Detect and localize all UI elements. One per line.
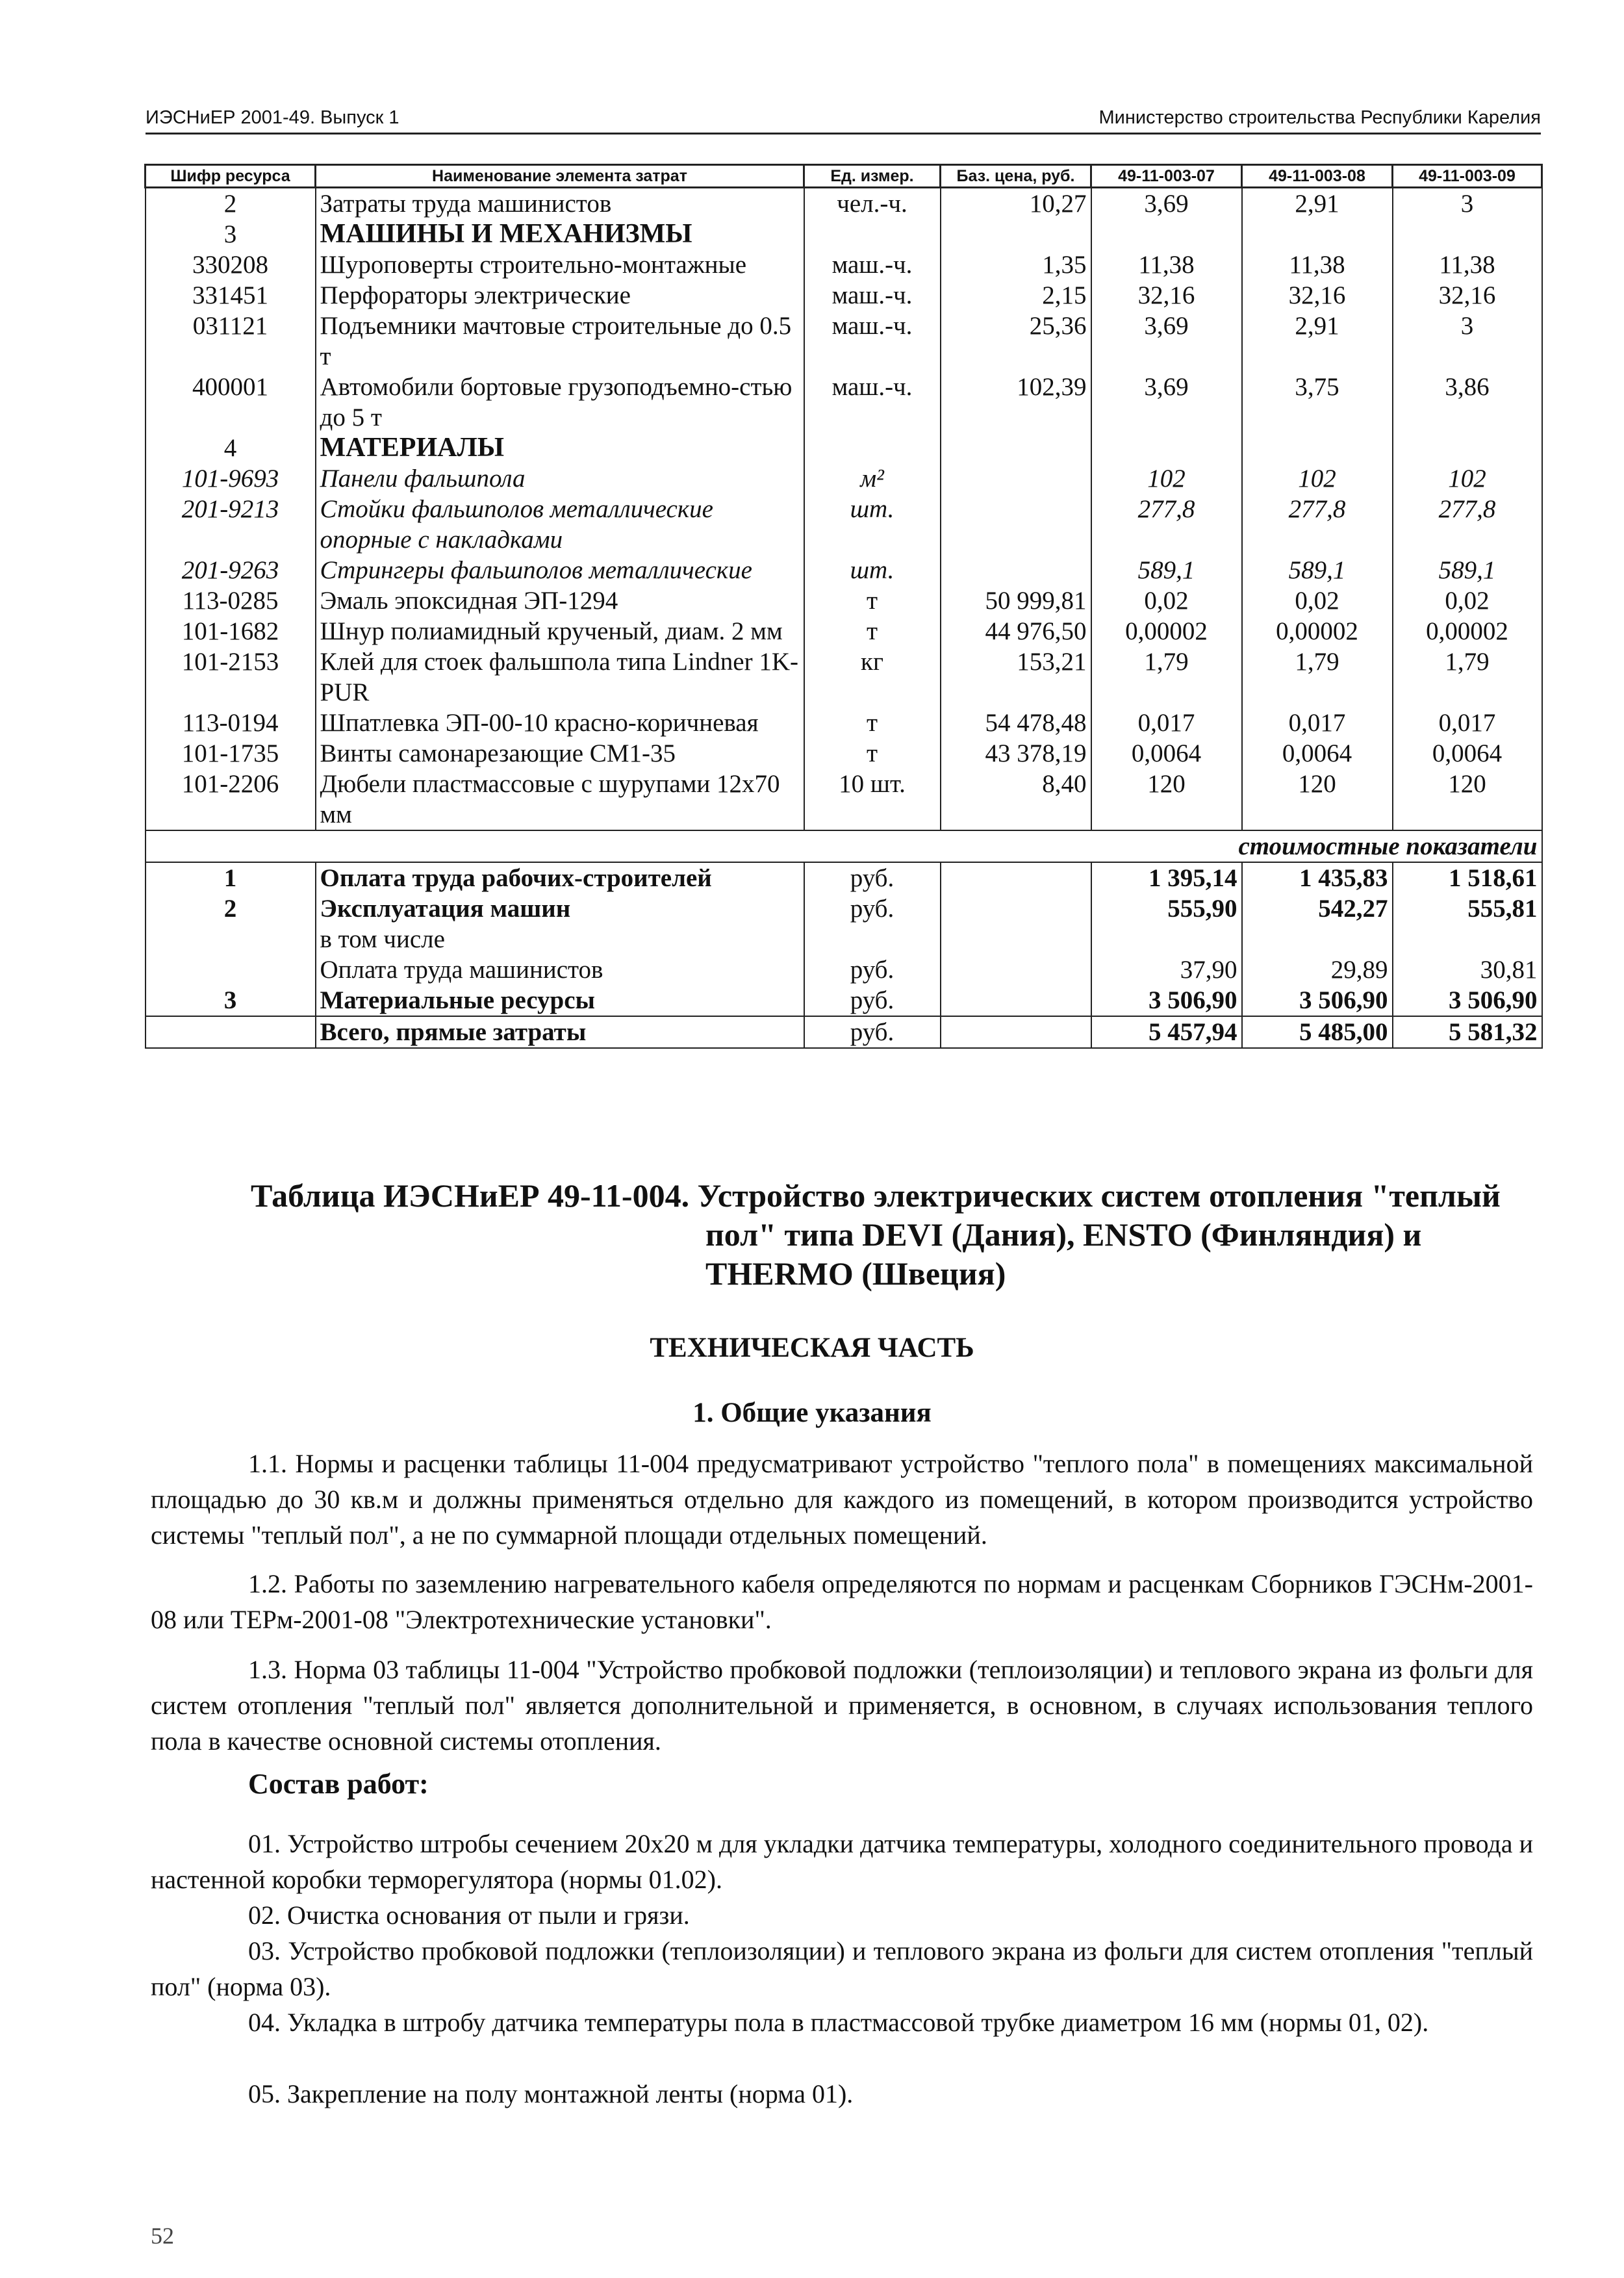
cell-value: 120 [1393, 769, 1542, 830]
cell-value: 542,27 [1242, 893, 1393, 924]
paragraph [151, 1446, 1533, 1553]
cell-code: 101-2206 [146, 769, 316, 830]
cell-code: 031121 [146, 311, 316, 372]
cell-unit: руб. [804, 1016, 941, 1048]
cell-value [1091, 924, 1242, 954]
cost-row [146, 893, 1542, 924]
cell-unit: маш.-ч. [804, 372, 941, 433]
col-header: Шифр ресурса [146, 165, 316, 188]
cell-value: 1,79 [1242, 646, 1393, 708]
cell-value: 1 518,61 [1393, 862, 1542, 893]
cell-value: 0,02 [1393, 585, 1542, 616]
table-header-row [146, 165, 1542, 188]
col-header: 49-11-003-07 [1091, 165, 1242, 188]
table-row [146, 769, 1542, 830]
table-row [146, 494, 1542, 555]
col-header: 49-11-003-09 [1393, 165, 1542, 188]
cell-name: Материальные ресурсы [316, 985, 804, 1016]
cell-name: Дюбели пластмассовые с шурупами 12х70 мм [316, 769, 804, 830]
cell-value: 3,75 [1242, 372, 1393, 433]
cell-value: 277,8 [1242, 494, 1393, 555]
work-item-text: 03. Устройство пробковой подложки (теплоизоляции) и теплового экрана из фольги для систем отопления "теплый пол" (норма 03). [151, 1936, 1533, 2001]
cell-price: 44 976,50 [941, 616, 1091, 646]
cell-name: Оплата труда машинистов [316, 954, 804, 985]
cell-price: 153,21 [941, 646, 1091, 708]
cell-unit: т [804, 585, 941, 616]
table-row [146, 708, 1542, 738]
cell-unit: м² [804, 463, 941, 494]
cell-value: 32,16 [1242, 280, 1393, 311]
cell-value: 0,02 [1242, 585, 1393, 616]
col-header: 49-11-003-08 [1242, 165, 1393, 188]
section-title: МАТЕРИАЛЫ [316, 433, 804, 463]
page-header [146, 103, 1541, 134]
work-item-text: 01. Устройство штробы сечением 20х20 м для укладки датчика температуры, холодного соединительного провода и настенной коробки терморегулятора (нормы 01.02). [151, 1829, 1533, 1894]
table-row [146, 585, 1542, 616]
cell-unit: чел.-ч. [804, 188, 941, 220]
table-row [146, 280, 1542, 311]
cell-value: 3 [1393, 311, 1542, 372]
cell-name: Перфораторы электрические [316, 280, 804, 311]
cell-value: 3,86 [1393, 372, 1542, 433]
cell-value: 589,1 [1091, 555, 1242, 585]
cell-price: 54 478,48 [941, 708, 1091, 738]
cell-name: Стойки фальшполов металлические опорные с накладками [316, 494, 804, 555]
table-row [146, 555, 1542, 585]
section-title: МАШИНЫ И МЕХАНИЗМЫ [316, 219, 804, 250]
cell-unit: маш.-ч. [804, 280, 941, 311]
table-row [146, 738, 1542, 769]
cell-price: 43 378,19 [941, 738, 1091, 769]
title-line: пол" типа DEVI (Дания), ENSTO (Финляндия) и [705, 1216, 1422, 1253]
cell-value: 30,81 [1393, 954, 1542, 985]
works-heading: Состав работ: [248, 1768, 429, 1800]
cell-value: 3 506,90 [1091, 985, 1242, 1016]
cell-price: 50 999,81 [941, 585, 1091, 616]
cell-unit: маш.-ч. [804, 311, 941, 372]
cell-value: 0,0064 [1393, 738, 1542, 769]
cell-value: 3,69 [1091, 311, 1242, 372]
cell-code [146, 1016, 316, 1048]
cell-value: 0,017 [1393, 708, 1542, 738]
cell-value: 3 506,90 [1242, 985, 1393, 1016]
cell-name: Автомобили бортовые грузоподъемно-стью до 5 т [316, 372, 804, 433]
cell-code: 3 [146, 219, 316, 250]
table-row [146, 250, 1542, 280]
cell-unit: шт. [804, 555, 941, 585]
cell-code: 201-9213 [146, 494, 316, 555]
cell-unit: шт. [804, 494, 941, 555]
cell-unit: руб. [804, 985, 941, 1016]
paragraph [151, 1652, 1533, 1759]
table-row [146, 616, 1542, 646]
work-item [151, 2076, 1533, 2112]
cell-price: 1,35 [941, 250, 1091, 280]
header-right: Министерство строительства Республики Карелия [1098, 107, 1541, 128]
cell-value: 2,91 [1242, 311, 1393, 372]
cell-name: Подъемники мачтовые строительные до 0.5 т [316, 311, 804, 372]
cell-code: 113-0194 [146, 708, 316, 738]
cell-unit [804, 924, 941, 954]
cell-code: 2 [146, 893, 316, 924]
cell-value: 1 435,83 [1242, 862, 1393, 893]
work-item-text: 05. Закрепление на полу монтажной ленты (норма 01). [248, 2079, 854, 2108]
cell-value: 0,017 [1242, 708, 1393, 738]
cell-name: Эмаль эпоксидная ЭП-1294 [316, 585, 804, 616]
cell-unit: кг [804, 646, 941, 708]
cell-value: 3 [1393, 188, 1542, 220]
cell-value: 277,8 [1393, 494, 1542, 555]
cell-code: 3 [146, 985, 316, 1016]
cell-name: Панели фальшпола [316, 463, 804, 494]
cell-value: 37,90 [1091, 954, 1242, 985]
cell-unit: т [804, 616, 941, 646]
table-row [146, 646, 1542, 708]
col-header: Наименование элемента затрат [316, 165, 804, 188]
cost-row-total [146, 1016, 1542, 1048]
paragraph-text: 1.1. Нормы и расценки таблицы 11-004 предусматривают устройство "теплого пола" в помещениях максимальной площадью до 30 кв.м и должны применяться отдельно для каждого из помещений, в котором производится устройство системы "теплый пол", а не по суммарной площади отдельных помещений. [151, 1449, 1533, 1550]
cell-value: 555,90 [1091, 893, 1242, 924]
table-row [146, 463, 1542, 494]
table-row [146, 219, 1542, 250]
cell-price: 8,40 [941, 769, 1091, 830]
paragraph-text: 1.2. Работы по заземлению нагревательного кабеля определяются по нормам и расценкам Сборников ГЭСНм-2001-08 или ТЕРм-2001-08 "Электротехнические установки". [151, 1569, 1533, 1634]
cell-value: 5 485,00 [1242, 1016, 1393, 1048]
cell-name: Затраты труда машинистов [316, 188, 804, 220]
cost-header-row [146, 830, 1542, 862]
cell-code: 4 [146, 433, 316, 463]
cell-value: 32,16 [1393, 280, 1542, 311]
cell-value: 11,38 [1393, 250, 1542, 280]
cell-value: 120 [1091, 769, 1242, 830]
cell-value: 277,8 [1091, 494, 1242, 555]
cell-unit: руб. [804, 893, 941, 924]
cell-code: 201-9263 [146, 555, 316, 585]
work-item [151, 1897, 1533, 1933]
cell-value: 5 581,32 [1393, 1016, 1542, 1048]
cell-value: 0,017 [1091, 708, 1242, 738]
cost-indicators-heading: стоимостные показатели [146, 830, 1542, 862]
cell-value: 11,38 [1242, 250, 1393, 280]
cell-value: 102 [1091, 463, 1242, 494]
title-line: Таблица ИЭСНиЕР 49-11-004. Устройство электрических систем отопления "теплый [251, 1177, 1501, 1214]
cell-name: Клей для стоек фальшпола типа Lindner 1K-PUR [316, 646, 804, 708]
work-item [151, 1826, 1533, 1897]
resource-table [144, 164, 1543, 1049]
cell-price: 10,27 [941, 188, 1091, 220]
cell-code [146, 954, 316, 985]
cell-unit: т [804, 708, 941, 738]
cell-name: Стрингеры фальшполов металлические [316, 555, 804, 585]
cell-unit: руб. [804, 954, 941, 985]
cell-value: 589,1 [1393, 555, 1542, 585]
work-item-text: 02. Очистка основания от пыли и грязи. [248, 1900, 690, 1930]
cost-row [146, 862, 1542, 893]
cell-value: 3,69 [1091, 372, 1242, 433]
cell-unit: т [804, 738, 941, 769]
cell-name: Оплата труда рабочих-строителей [316, 862, 804, 893]
cost-row [146, 985, 1542, 1016]
header-left: ИЭСНиЕР 2001-49. Выпуск 1 [146, 107, 400, 128]
cell-name: Шпатлевка ЭП-00-10 красно-коричневая [316, 708, 804, 738]
page-number: 52 [151, 2223, 174, 2249]
cell-name: Эксплуатация машин [316, 893, 804, 924]
cell-price: 25,36 [941, 311, 1091, 372]
paragraph [151, 1566, 1533, 1637]
cell-value: 0,0064 [1091, 738, 1242, 769]
col-header: Ед. измер. [804, 165, 941, 188]
cost-row [146, 924, 1542, 954]
cell-value: 0,00002 [1242, 616, 1393, 646]
cost-row [146, 954, 1542, 985]
section-title-block [251, 1176, 1550, 1293]
cell-name: Всего, прямые затраты [316, 1016, 804, 1048]
cell-code: 113-0285 [146, 585, 316, 616]
title-line: THERMO (Швеция) [705, 1255, 1006, 1292]
work-item [151, 2004, 1533, 2040]
cell-value: 555,81 [1393, 893, 1542, 924]
work-item-text: 04. Укладка в штробу датчика температуры пола в пластмассовой трубке диаметром 16 мм (нормы 01, 02). [248, 2008, 1429, 2037]
cell-value: 0,0064 [1242, 738, 1393, 769]
cell-code: 2 [146, 188, 316, 220]
cell-value: 1,79 [1393, 646, 1542, 708]
cell-code: 1 [146, 862, 316, 893]
table-row [146, 311, 1542, 372]
cell-value: 5 457,94 [1091, 1016, 1242, 1048]
cell-code: 101-9693 [146, 463, 316, 494]
cell-unit: руб. [804, 862, 941, 893]
cell-value: 102 [1393, 463, 1542, 494]
cell-unit: 10 шт. [804, 769, 941, 830]
cell-value: 0,02 [1091, 585, 1242, 616]
work-item [151, 1933, 1533, 2004]
cell-value: 1 395,14 [1091, 862, 1242, 893]
col-header: Баз. цена, руб. [941, 165, 1091, 188]
cell-value [1393, 924, 1542, 954]
cell-value: 2,91 [1242, 188, 1393, 220]
cell-name: в том числе [316, 924, 804, 954]
cell-value: 0,00002 [1091, 616, 1242, 646]
table-row [146, 188, 1542, 220]
cell-value: 589,1 [1242, 555, 1393, 585]
tech-part-heading: ТЕХНИЧЕСКАЯ ЧАСТЬ [650, 1333, 974, 1363]
table-row [146, 433, 1542, 463]
cell-value: 102 [1242, 463, 1393, 494]
cell-value: 11,38 [1091, 250, 1242, 280]
cell-value: 3 506,90 [1393, 985, 1542, 1016]
cell-price: 2,15 [941, 280, 1091, 311]
cell-value: 120 [1242, 769, 1393, 830]
cell-value: 0,00002 [1393, 616, 1542, 646]
cell-value: 1,79 [1091, 646, 1242, 708]
cell-code [146, 924, 316, 954]
cell-name: Винты самонарезающие СМ1-35 [316, 738, 804, 769]
cell-price [941, 463, 1091, 494]
cell-code: 400001 [146, 372, 316, 433]
cell-value: 32,16 [1091, 280, 1242, 311]
cell-code: 101-2153 [146, 646, 316, 708]
cell-code: 330208 [146, 250, 316, 280]
cell-value: 3,69 [1091, 188, 1242, 220]
cell-value [1242, 924, 1393, 954]
cell-name: Шнур полиамидный крученый, диам. 2 мм [316, 616, 804, 646]
paragraph-text: 1.3. Норма 03 таблицы 11-004 "Устройство пробковой подложки (теплоизоляции) и теплового экрана из фольги для систем отопления "теплый пол" является дополнительной и применяется, в основном, в случаях использования теплого пола в качестве основной системы отопления. [151, 1655, 1533, 1756]
general-heading: 1. Общие указания [692, 1398, 932, 1428]
cell-value: 29,89 [1242, 954, 1393, 985]
cell-price: 102,39 [941, 372, 1091, 433]
cell-name: Шуроповерты строительно-монтажные [316, 250, 804, 280]
cell-unit: маш.-ч. [804, 250, 941, 280]
cell-price [941, 494, 1091, 555]
table-row [146, 372, 1542, 433]
cell-code: 331451 [146, 280, 316, 311]
cell-price [941, 555, 1091, 585]
cell-code: 101-1682 [146, 616, 316, 646]
cell-code: 101-1735 [146, 738, 316, 769]
